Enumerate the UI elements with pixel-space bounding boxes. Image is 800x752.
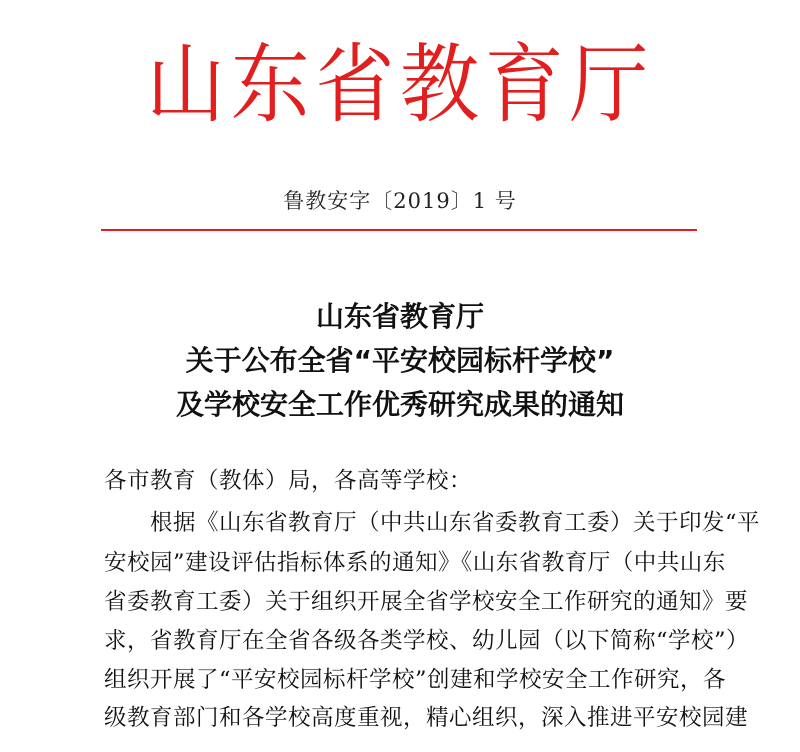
body-line-2: 安校园”建设评估指标体系的通知》《山东省教育厅（中共山东 <box>104 550 726 576</box>
body-line-6: 级教育部门和各学校高度重视，精心组织，深入推进平安校园建 <box>104 705 749 731</box>
document-number: 鲁教安字〔2019〕1 号 <box>283 189 517 213</box>
title-line-3: 及学校安全工作优秀研究成果的通知 <box>175 388 624 421</box>
body-line-3: 省委教育工委）关于组织开展全省学校安全工作研究的通知》要 <box>104 589 749 615</box>
issuing-authority-masthead: 山东省教育厅 <box>146 35 654 135</box>
title-line-1: 山东省教育厅 <box>315 300 484 333</box>
salutation: 各市教育（教体）局，各高等学校： <box>104 468 473 494</box>
body-line-1: 根据《山东省教育厅（中共山东省委教育工委）关于印发“平 <box>104 510 761 536</box>
title-line-2: 关于公布全省“平安校园标杆学校” <box>185 344 615 377</box>
body-line-5: 组织开展了“平安校园标杆学校”创建和学校安全工作研究，各 <box>104 667 727 693</box>
body-line-4: 求，省教育厅在全省各级各类学校、幼儿园（以下简称“学校”） <box>104 628 750 654</box>
red-separator-line <box>101 229 697 231</box>
